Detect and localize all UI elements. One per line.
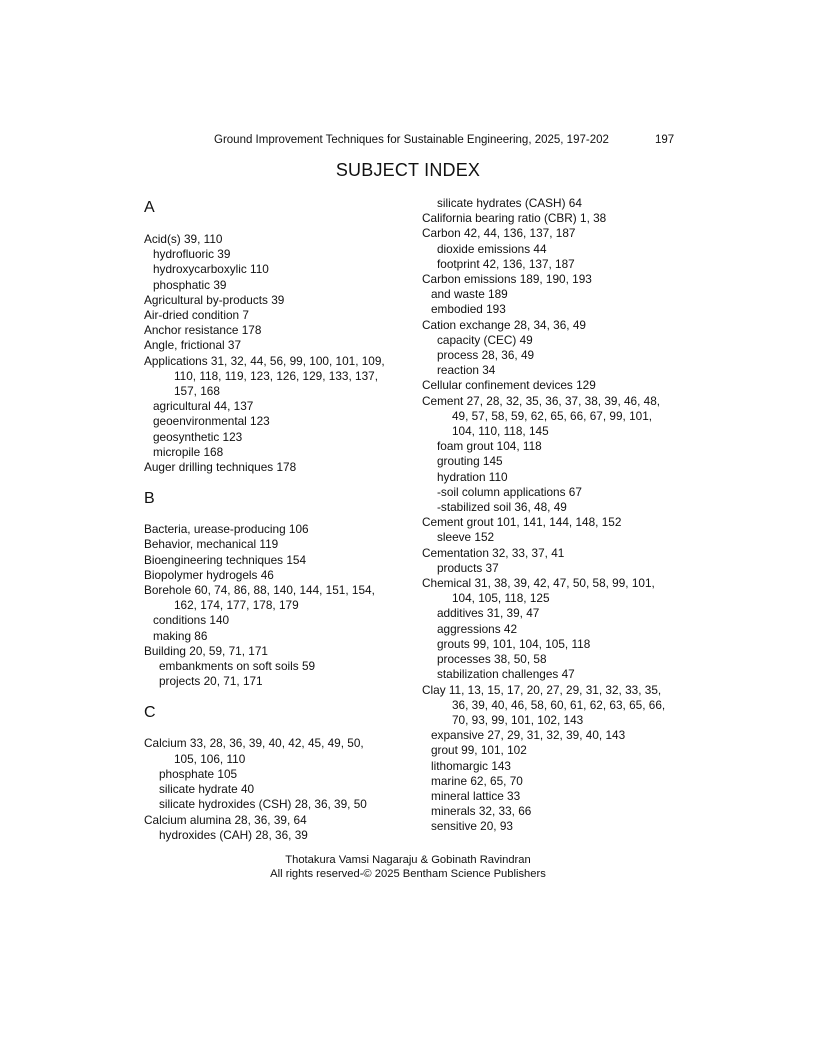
index-subentry: products 37	[437, 560, 499, 575]
index-entry: Angle, frictional 37	[144, 338, 242, 353]
index-entry: Anchor resistance 178	[144, 323, 262, 338]
index-subentry: conditions 140	[153, 613, 230, 628]
index-subentry: reaction 34	[437, 363, 496, 378]
index-subentry: grout 99, 101, 102	[431, 743, 527, 758]
index-subentry: hydration 110	[437, 469, 508, 484]
index-entry: Building 20, 59, 71, 171	[144, 643, 268, 658]
index-entry: Applications 31, 32, 44, 56, 99, 100, 101, 109,	[144, 353, 385, 368]
index-entry: Acid(s) 39, 110	[144, 232, 223, 246]
index-entry-continuation: 162, 174, 177, 178, 179	[174, 598, 299, 613]
index-column-left	[144, 196, 406, 843]
index-subentry: processes 38, 50, 58	[437, 652, 547, 667]
index-subentry: process 28, 36, 49	[437, 348, 535, 363]
index-subentry: -stabilized soil 36, 48, 49	[437, 500, 567, 515]
index-entry-continuation: 104, 110, 118, 145	[452, 424, 549, 439]
index-entry: Cement grout 101, 141, 144, 148, 152	[422, 515, 622, 530]
index-entry: Biopolymer hydrogels 46	[144, 567, 274, 582]
index-entry: Cellular confinement devices 129	[422, 378, 596, 393]
index-subentry: capacity (CEC) 49	[437, 332, 533, 347]
index-subentry: geosynthetic 123	[153, 429, 243, 444]
index-entry: Cement 27, 28, 32, 35, 36, 37, 38, 39, 46, 48,	[422, 393, 661, 408]
index-entry: Calcium alumina 28, 36, 39, 64	[144, 812, 307, 827]
index-subentry: agricultural 44, 137	[153, 399, 254, 414]
index-subentry: making 86	[153, 628, 208, 643]
index-subentry: mineral lattice 33	[431, 788, 521, 803]
index-entry: Cation exchange 28, 34, 36, 49	[422, 317, 586, 332]
index-entry: Clay 11, 13, 15, 17, 20, 27, 29, 31, 32, 33, 35,	[422, 682, 662, 697]
index-subentry: hydrofluoric 39	[153, 247, 231, 262]
page-header	[0, 133, 816, 147]
index-entry: Behavior, mechanical 119	[144, 537, 279, 552]
page-title: SUBJECT INDEX	[335, 160, 481, 180]
section-letter-c: C	[144, 704, 156, 722]
footer-authors: Thotakura Vamsi Nagaraju & Gobinath Ravindran	[285, 854, 531, 866]
index-subentry: grouts 99, 101, 104, 105, 118	[437, 636, 591, 651]
index-subentry: phosphatic 39	[153, 277, 227, 292]
index-subentry: foam grout 104, 118	[437, 439, 542, 454]
index-entry: Air-dried condition 7	[144, 308, 249, 323]
page-number: 197	[655, 134, 675, 146]
section-letter-a: A	[144, 199, 155, 216]
index-subentry: additives 31, 39, 47	[437, 606, 540, 621]
index-entry-continuation: 110, 118, 119, 123, 126, 129, 133, 137,	[174, 368, 378, 383]
index-entry-continuation: 49, 57, 58, 59, 62, 65, 66, 67, 99, 101,	[452, 408, 653, 423]
index-entry: Cementation 32, 33, 37, 41	[422, 545, 565, 560]
index-entry-continuation: 70, 93, 99, 101, 102, 143	[452, 712, 584, 727]
index-subentry: sleeve 152	[437, 530, 495, 545]
index-column-right	[422, 196, 684, 835]
index-entry-continuation: 104, 105, 118, 125	[452, 591, 550, 606]
index-entry: Borehole 60, 74, 86, 88, 140, 144, 151, 154,	[144, 583, 375, 598]
index-subentry: minerals 32, 33, 66	[431, 804, 532, 819]
index-entry: Carbon 42, 44, 136, 137, 187	[422, 226, 576, 241]
index-entry: Bioengineering techniques 154	[144, 552, 307, 567]
index-entry: Carbon emissions 189, 190, 193	[422, 272, 592, 287]
index-entry: California bearing ratio (CBR) 1, 38	[422, 211, 607, 226]
page-footer	[0, 853, 816, 881]
index-subentry: and waste 189	[431, 287, 508, 302]
index-entry: Auger drilling techniques 178	[144, 460, 297, 475]
index-entry-continuation: 157, 168	[174, 384, 220, 399]
index-entry: Bacteria, urease-producing 106	[144, 522, 309, 537]
index-subentry: hydroxides (CAH) 28, 36, 39	[159, 827, 308, 842]
index-subentry: -soil column applications 67	[437, 484, 582, 499]
index-subentry: projects 20, 71, 171	[159, 674, 263, 689]
index-entry: Chemical 31, 38, 39, 42, 47, 50, 58, 99, 101,	[422, 576, 655, 591]
index-subentry: hydroxycarboxylic 110	[153, 262, 269, 277]
index-subentry: footprint 42, 136, 137, 187	[437, 256, 575, 271]
index-entry-continuation: 36, 39, 40, 46, 58, 60, 61, 62, 63, 65, 66,	[452, 697, 666, 712]
index-subentry: silicate hydrate 40	[159, 782, 255, 797]
index-entry-continuation: 105, 106, 110	[174, 751, 246, 766]
index-subentry: expansive 27, 29, 31, 32, 39, 40, 143	[431, 728, 626, 743]
running-head: Ground Improvement Techniques for Sustainable Engineering, 2025, 197-202	[214, 134, 609, 146]
footer-copyright: All rights reserved-© 2025 Bentham Science Publishers	[270, 868, 546, 880]
index-subentry: sensitive 20, 93	[431, 819, 513, 834]
index-subentry: grouting 145	[437, 454, 503, 469]
index-subentry: marine 62, 65, 70	[431, 773, 523, 788]
index-subentry: aggressions 42	[437, 621, 518, 636]
index-subentry: geoenvironmental 123	[153, 414, 270, 429]
index-subentry: silicate hydrates (CASH) 64	[437, 196, 582, 210]
index-subentry: lithomargic 143	[431, 758, 511, 773]
index-entry: Calcium 33, 28, 36, 39, 40, 42, 45, 49, 50,	[144, 736, 364, 751]
index-subentry: embankments on soft soils 59	[159, 659, 316, 674]
index-subentry: micropile 168	[153, 444, 224, 459]
index-entry: Agricultural by-products 39	[144, 292, 285, 307]
index-subentry: silicate hydroxides (CSH) 28, 36, 39, 50	[159, 797, 367, 812]
index-subentry: embodied 193	[431, 302, 506, 317]
index-subentry: dioxide emissions 44	[437, 241, 547, 256]
index-subentry: stabilization challenges 47	[437, 667, 575, 682]
section-letter-b: B	[144, 490, 155, 508]
index-subentry: phosphate 105	[159, 766, 238, 781]
